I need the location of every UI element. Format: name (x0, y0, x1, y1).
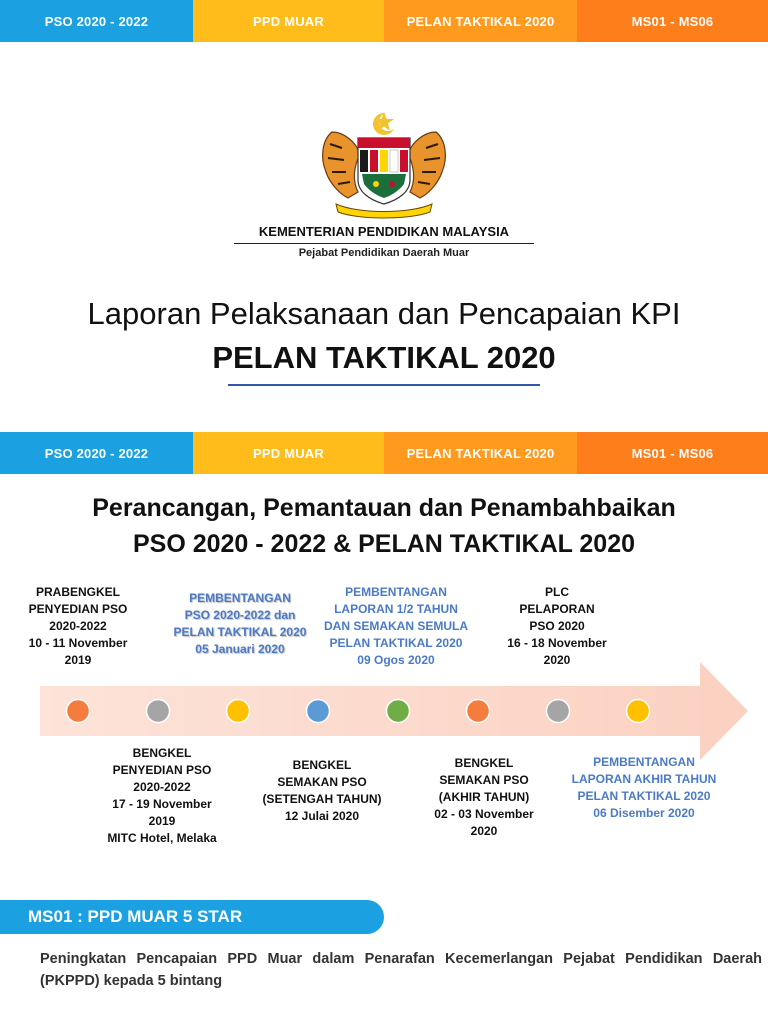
tab-pso-2: PSO 2020 - 2022 (0, 432, 193, 474)
timeline-dot-2 (147, 700, 170, 723)
timeline-label-top-2: PEMBENTANGAN PSO 2020-2022 dan PELAN TAKTIKAL 2020 05 Januari 2020 (173, 591, 307, 656)
timeline-label-bottom-2: BENGKEL SEMAKAN PSO (SETENGAH TAHUN) 12 Julai 2020 (262, 758, 382, 823)
ministry-divider (234, 243, 534, 244)
timeline-dot-8 (627, 700, 650, 723)
coat-of-arms-logo (314, 110, 454, 220)
tab-pelan-taktikal-2: PELAN TAKTIKAL 2020 (384, 432, 577, 474)
office-name: Pejabat Pendidikan Daerah Muar (298, 247, 470, 259)
tab-pelan-taktikal: PELAN TAKTIKAL 2020 (384, 0, 577, 42)
section-tab-bar (0, 432, 768, 474)
timeline-dot-1 (67, 700, 90, 723)
timeline-label-top-4: PLC PELAPORAN PSO 2020 16 - 18 November 2020 (507, 585, 607, 667)
timeline-dot-6 (467, 700, 490, 723)
tab-ms01-ms06: MS01 - MS06 (577, 0, 768, 42)
report-title: Laporan Pelaksanaan dan Pencapaian KPI (87, 296, 681, 331)
timeline-dot-3 (227, 700, 250, 723)
report-subtitle: PELAN TAKTIKAL 2020 (212, 340, 556, 375)
tab-ppd-muar-2: PPD MUAR (193, 432, 384, 474)
ms01-description: Peningkatan Pencapaian PPD Muar dalam Penarafan Kecemerlangan Pejabat Pendidikan Daerah (PKPPD) kepada 5 bintang (40, 951, 762, 989)
ms01-heading: MS01 : PPD MUAR 5 STAR (0, 900, 384, 934)
section-heading: Perancangan, Pemantauan dan Penambahbaikan (92, 494, 676, 522)
timeline-dot-4 (307, 700, 330, 723)
tab-ms01-ms06-2: MS01 - MS06 (577, 432, 768, 474)
top-tab-bar (0, 0, 768, 42)
tab-ppd-muar: PPD MUAR (193, 0, 384, 42)
section-subheading: PSO 2020 - 2022 & PELAN TAKTIKAL 2020 (132, 530, 636, 558)
title-underline (228, 384, 540, 386)
timeline-label-top-3: PEMBENTANGAN LAPORAN 1/2 TAHUN DAN SEMAKAN SEMULA PELAN TAKTIKAL 2020 09 Ogos 2020 (324, 585, 468, 667)
tab-pso: PSO 2020 - 2022 (0, 0, 193, 42)
ministry-name: KEMENTERIAN PENDIDIKAN MALAYSIA (258, 224, 510, 239)
timeline-dot-7 (547, 700, 570, 723)
timeline-label-bottom-3: BENGKEL SEMAKAN PSO (AKHIR TAHUN) 02 - 03 November 2020 (434, 756, 534, 838)
timeline-label-bottom-4: PEMBENTANGAN LAPORAN AKHIR TAHUN PELAN TAKTIKAL 2020 06 Disember 2020 (571, 755, 717, 820)
timeline-dot-5 (387, 700, 410, 723)
timeline-label-bottom-1: BENGKEL PENYEDIAN PSO 2020-2022 17 - 19 November 2019 MITC Hotel, Melaka (107, 746, 217, 845)
timeline-label-top-1: PRABENGKEL PENYEDIAN PSO 2020-2022 10 - 11 November 2019 (28, 585, 128, 667)
